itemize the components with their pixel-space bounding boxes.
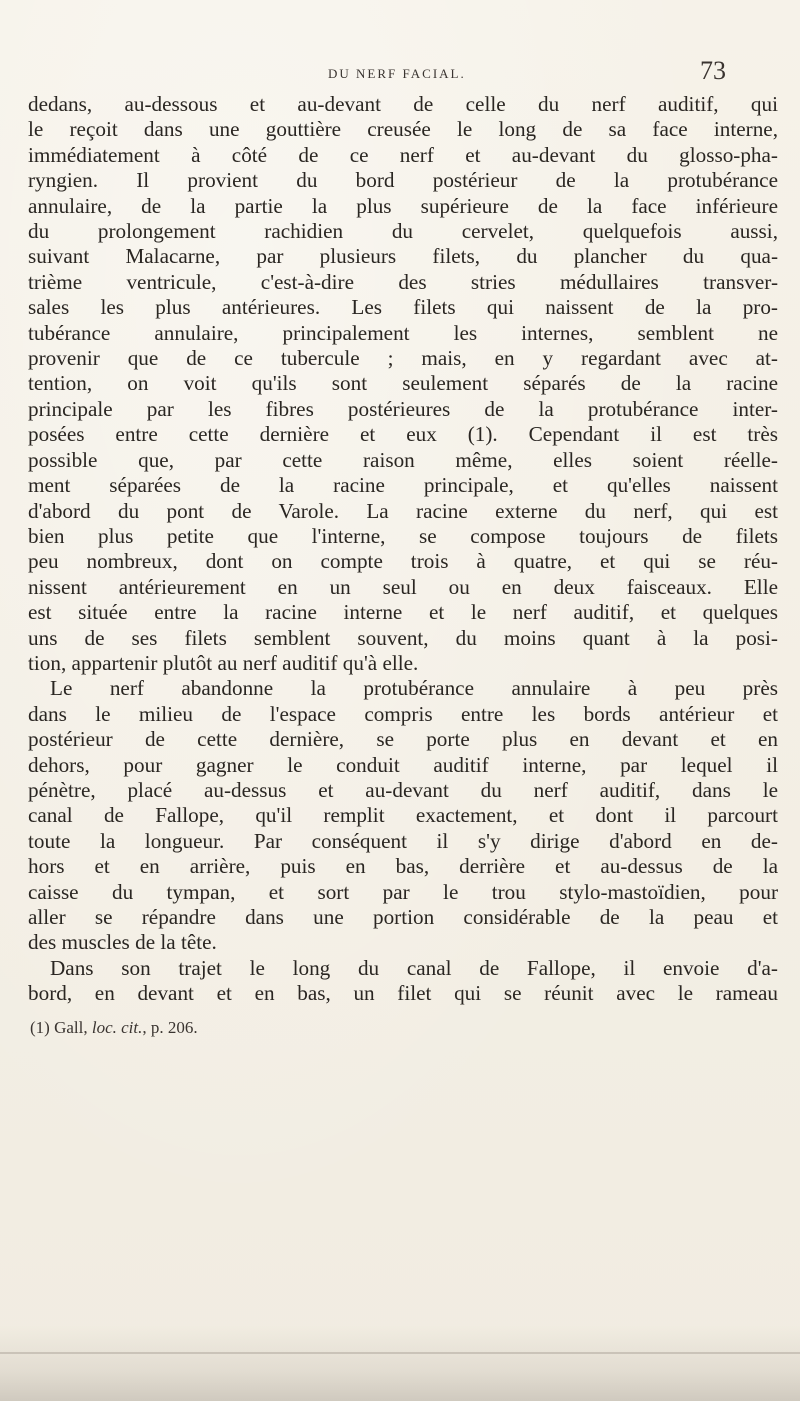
text-line: pénètre, placé au-dessus et au-devant du nerf auditif, dans le <box>28 777 778 802</box>
text-line: ryngien. Il provient du bord postérieur de la protubérance <box>28 168 778 193</box>
text-line: provenir que de ce tubercule ; mais, en y regardant avec at- <box>28 346 778 371</box>
text-line: annulaire, de la partie la plus supérieure de la face inférieure <box>28 193 778 218</box>
running-title: DU NERF FACIAL. <box>328 66 466 81</box>
footnote <box>30 1018 198 1038</box>
text-line: postérieur de cette dernière, se porte plus en devant et en <box>28 727 778 752</box>
text-line: tubérance annulaire, principalement les internes, semblent ne <box>28 320 778 345</box>
text-line: le reçoit dans une gouttière creusée le long de sa face interne, <box>28 117 778 142</box>
text-line: Dans son trajet le long du canal de Fallope, il envoie d'a- <box>50 955 778 980</box>
text-line: principale par les fibres postérieures de la protubérance inter- <box>28 396 778 421</box>
text-line: sales les plus antérieures. Les filets qui naissent de la pro- <box>28 295 778 320</box>
text-line: tention, on voit qu'ils sont seulement séparés de la racine <box>28 371 778 396</box>
text-line: ment séparées de la racine principale, et qu'elles naissent <box>28 473 778 498</box>
text-line: bien plus petite que l'interne, se compose toujours de filets <box>28 523 778 548</box>
text-line: des muscles de la tête. <box>28 930 217 955</box>
text-line: hors et en arrière, puis en bas, derrière et au-dessus de la <box>28 854 778 879</box>
text-line: toute la longueur. Par conséquent il s'y dirige d'abord en de- <box>28 828 778 853</box>
text-line: posées entre cette dernière et eux (1). Cependant il est très <box>28 422 778 447</box>
text-line: tion, appartenir plutôt au nerf auditif qu'à elle. <box>28 650 419 675</box>
text-line: possible que, par cette raison même, elles soient réelle- <box>28 447 778 472</box>
text-line: dans le milieu de l'espace compris entre les bords antérieur et <box>28 701 778 726</box>
text-line: est située entre la racine interne et le nerf auditif, et quelques <box>28 600 778 625</box>
page-number: 73 <box>700 56 726 85</box>
text-line: aller se répandre dans une portion considérable de la peau et <box>28 905 778 929</box>
footnote-marker: (1) Gall, <box>30 1018 92 1037</box>
footnote-citation: loc. cit. <box>91 1018 143 1037</box>
text-line: immédiatement à côté de ce nerf et au-devant du glosso-pha- <box>28 142 778 167</box>
body-text <box>28 92 778 1007</box>
text-line: dedans, au-dessous et au-devant de celle du nerf auditif, qui <box>28 92 778 116</box>
text-line: canal de Fallope, qu'il remplit exactement, et dont il parcourt <box>28 803 778 828</box>
text-line: trième ventricule, c'est-à-dire des stries médullaires transver- <box>28 269 778 294</box>
text-line: Le nerf abandonne la protubérance annulaire à peu près <box>50 676 778 701</box>
text-line: caisse du tympan, et sort par le trou stylo-mastoïdien, pour <box>28 879 778 904</box>
text-line: bord, en devant et en bas, un filet qui se réunit avec le rameau <box>28 981 778 1006</box>
text-line: nissent antérieurement en un seul ou en deux faisceaux. Elle <box>28 574 778 599</box>
text-line: du prolongement rachidien du cervelet, quelquefois aussi, <box>28 219 778 244</box>
text-line: uns de ses filets semblent souvent, du moins quant à la posi- <box>28 625 778 650</box>
footnote-page-ref: , p. 206. <box>142 1018 198 1037</box>
page-bottom-shadow <box>0 1325 800 1401</box>
text-line: dehors, pour gagner le conduit auditif interne, par lequel il <box>28 752 778 777</box>
text-line: peu nombreux, dont on compte trois à quatre, et qui se réu- <box>28 549 778 574</box>
text-line: suivant Malacarne, par plusieurs filets, du plancher du qua- <box>28 244 778 269</box>
text-line: d'abord du pont de Varole. La racine externe du nerf, qui est <box>28 498 778 523</box>
